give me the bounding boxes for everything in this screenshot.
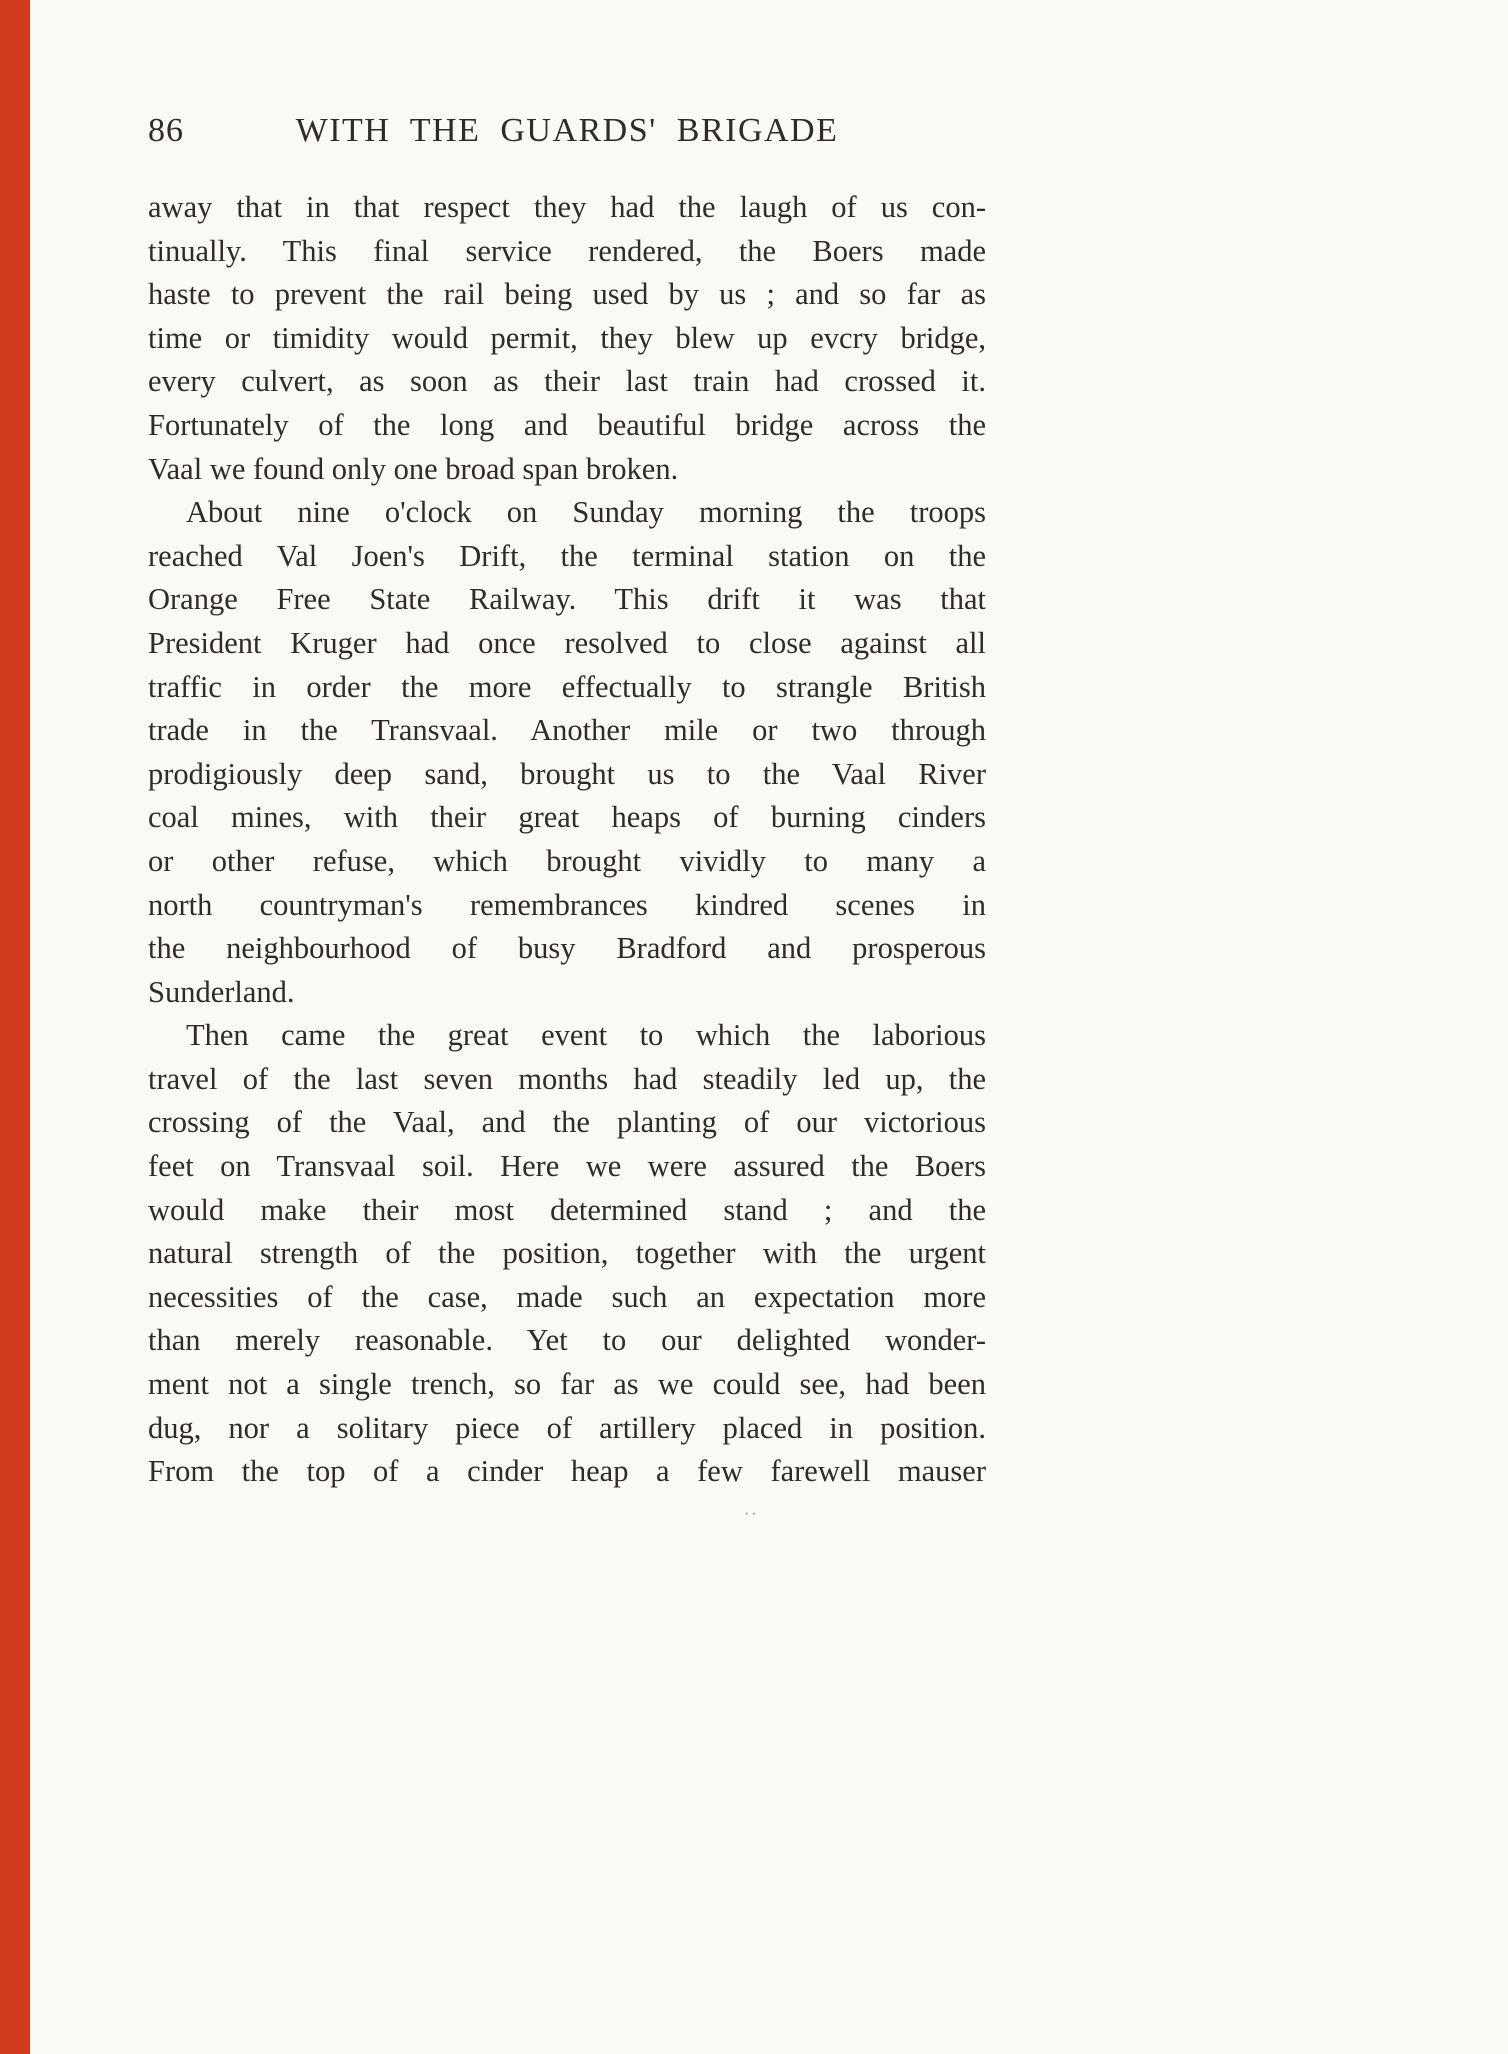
text-line: coal mines, with their great heaps of burning cinders	[148, 800, 986, 835]
text-line: or other refuse, which brought vividly to many a	[148, 843, 986, 878]
page-header	[148, 112, 986, 160]
text-line: Fortunately of the long and beautiful bridge across the	[148, 407, 986, 442]
text-line: Orange Free State Railway. This drift it was that	[148, 582, 986, 617]
text-line: prodigiously deep sand, brought us to the Vaal River	[148, 756, 986, 791]
text-line: feet on Transvaal soil. Here we were assured the Boers	[148, 1149, 986, 1184]
text-line: President Kruger had once resolved to close against all	[148, 625, 986, 660]
paragraph	[148, 1014, 986, 1494]
text-line: About nine o'clock on Sunday morning the troops	[186, 495, 986, 530]
paragraph	[148, 186, 986, 491]
text-line: reached Val Joen's Drift, the terminal station on the	[148, 538, 986, 573]
running-title: WITH THE GUARDS' BRIGADE	[295, 112, 839, 149]
text-line: traffic in order the more effectually to strangle British	[148, 669, 986, 704]
text-line: ment not a single trench, so far as we could see, had been	[148, 1367, 986, 1402]
text-line: would make their most determined stand ; and the	[148, 1192, 986, 1227]
text-line: crossing of the Vaal, and the planting of our victorious	[148, 1105, 986, 1140]
text-line: trade in the Transvaal. Another mile or two through	[148, 713, 986, 748]
text-line: Sunderland.	[148, 974, 295, 1009]
text-line: necessities of the case, made such an expectation more	[148, 1279, 986, 1314]
paragraph	[148, 491, 986, 1014]
text-line: From the top of a cinder heap a few farewell mauser	[148, 1454, 986, 1489]
text-line: north countryman's remembrances kindred scenes in	[148, 887, 986, 922]
text-line: natural strength of the position, together with the urgent	[148, 1236, 986, 1271]
text-line: travel of the last seven months had steadily led up, the	[148, 1061, 986, 1096]
text-line: Then came the great event to which the laborious	[186, 1018, 986, 1053]
scan-edge-strip	[0, 0, 30, 2054]
text-line: than merely reasonable. Yet to our delighted wonder-	[148, 1323, 986, 1358]
page-body	[148, 186, 986, 1494]
text-line: dug, nor a solitary piece of artillery placed in position.	[148, 1410, 986, 1445]
page-number: 86	[148, 112, 184, 149]
text-line: the neighbourhood of busy Bradford and prosperous	[148, 931, 986, 966]
text-line: haste to prevent the rail being used by us ; and so far as	[148, 277, 986, 312]
text-line: Vaal we found only one broad span broken.	[148, 451, 679, 486]
text-line: tinually. This final service rendered, the Boers made	[148, 233, 986, 268]
scan-artifact: ··	[744, 1506, 759, 1523]
text-line: every culvert, as soon as their last train had crossed it.	[148, 364, 986, 399]
text-line: away that in that respect they had the laugh of us con-	[148, 190, 986, 224]
text-line: time or timidity would permit, they blew up evcry bridge,	[148, 320, 986, 355]
